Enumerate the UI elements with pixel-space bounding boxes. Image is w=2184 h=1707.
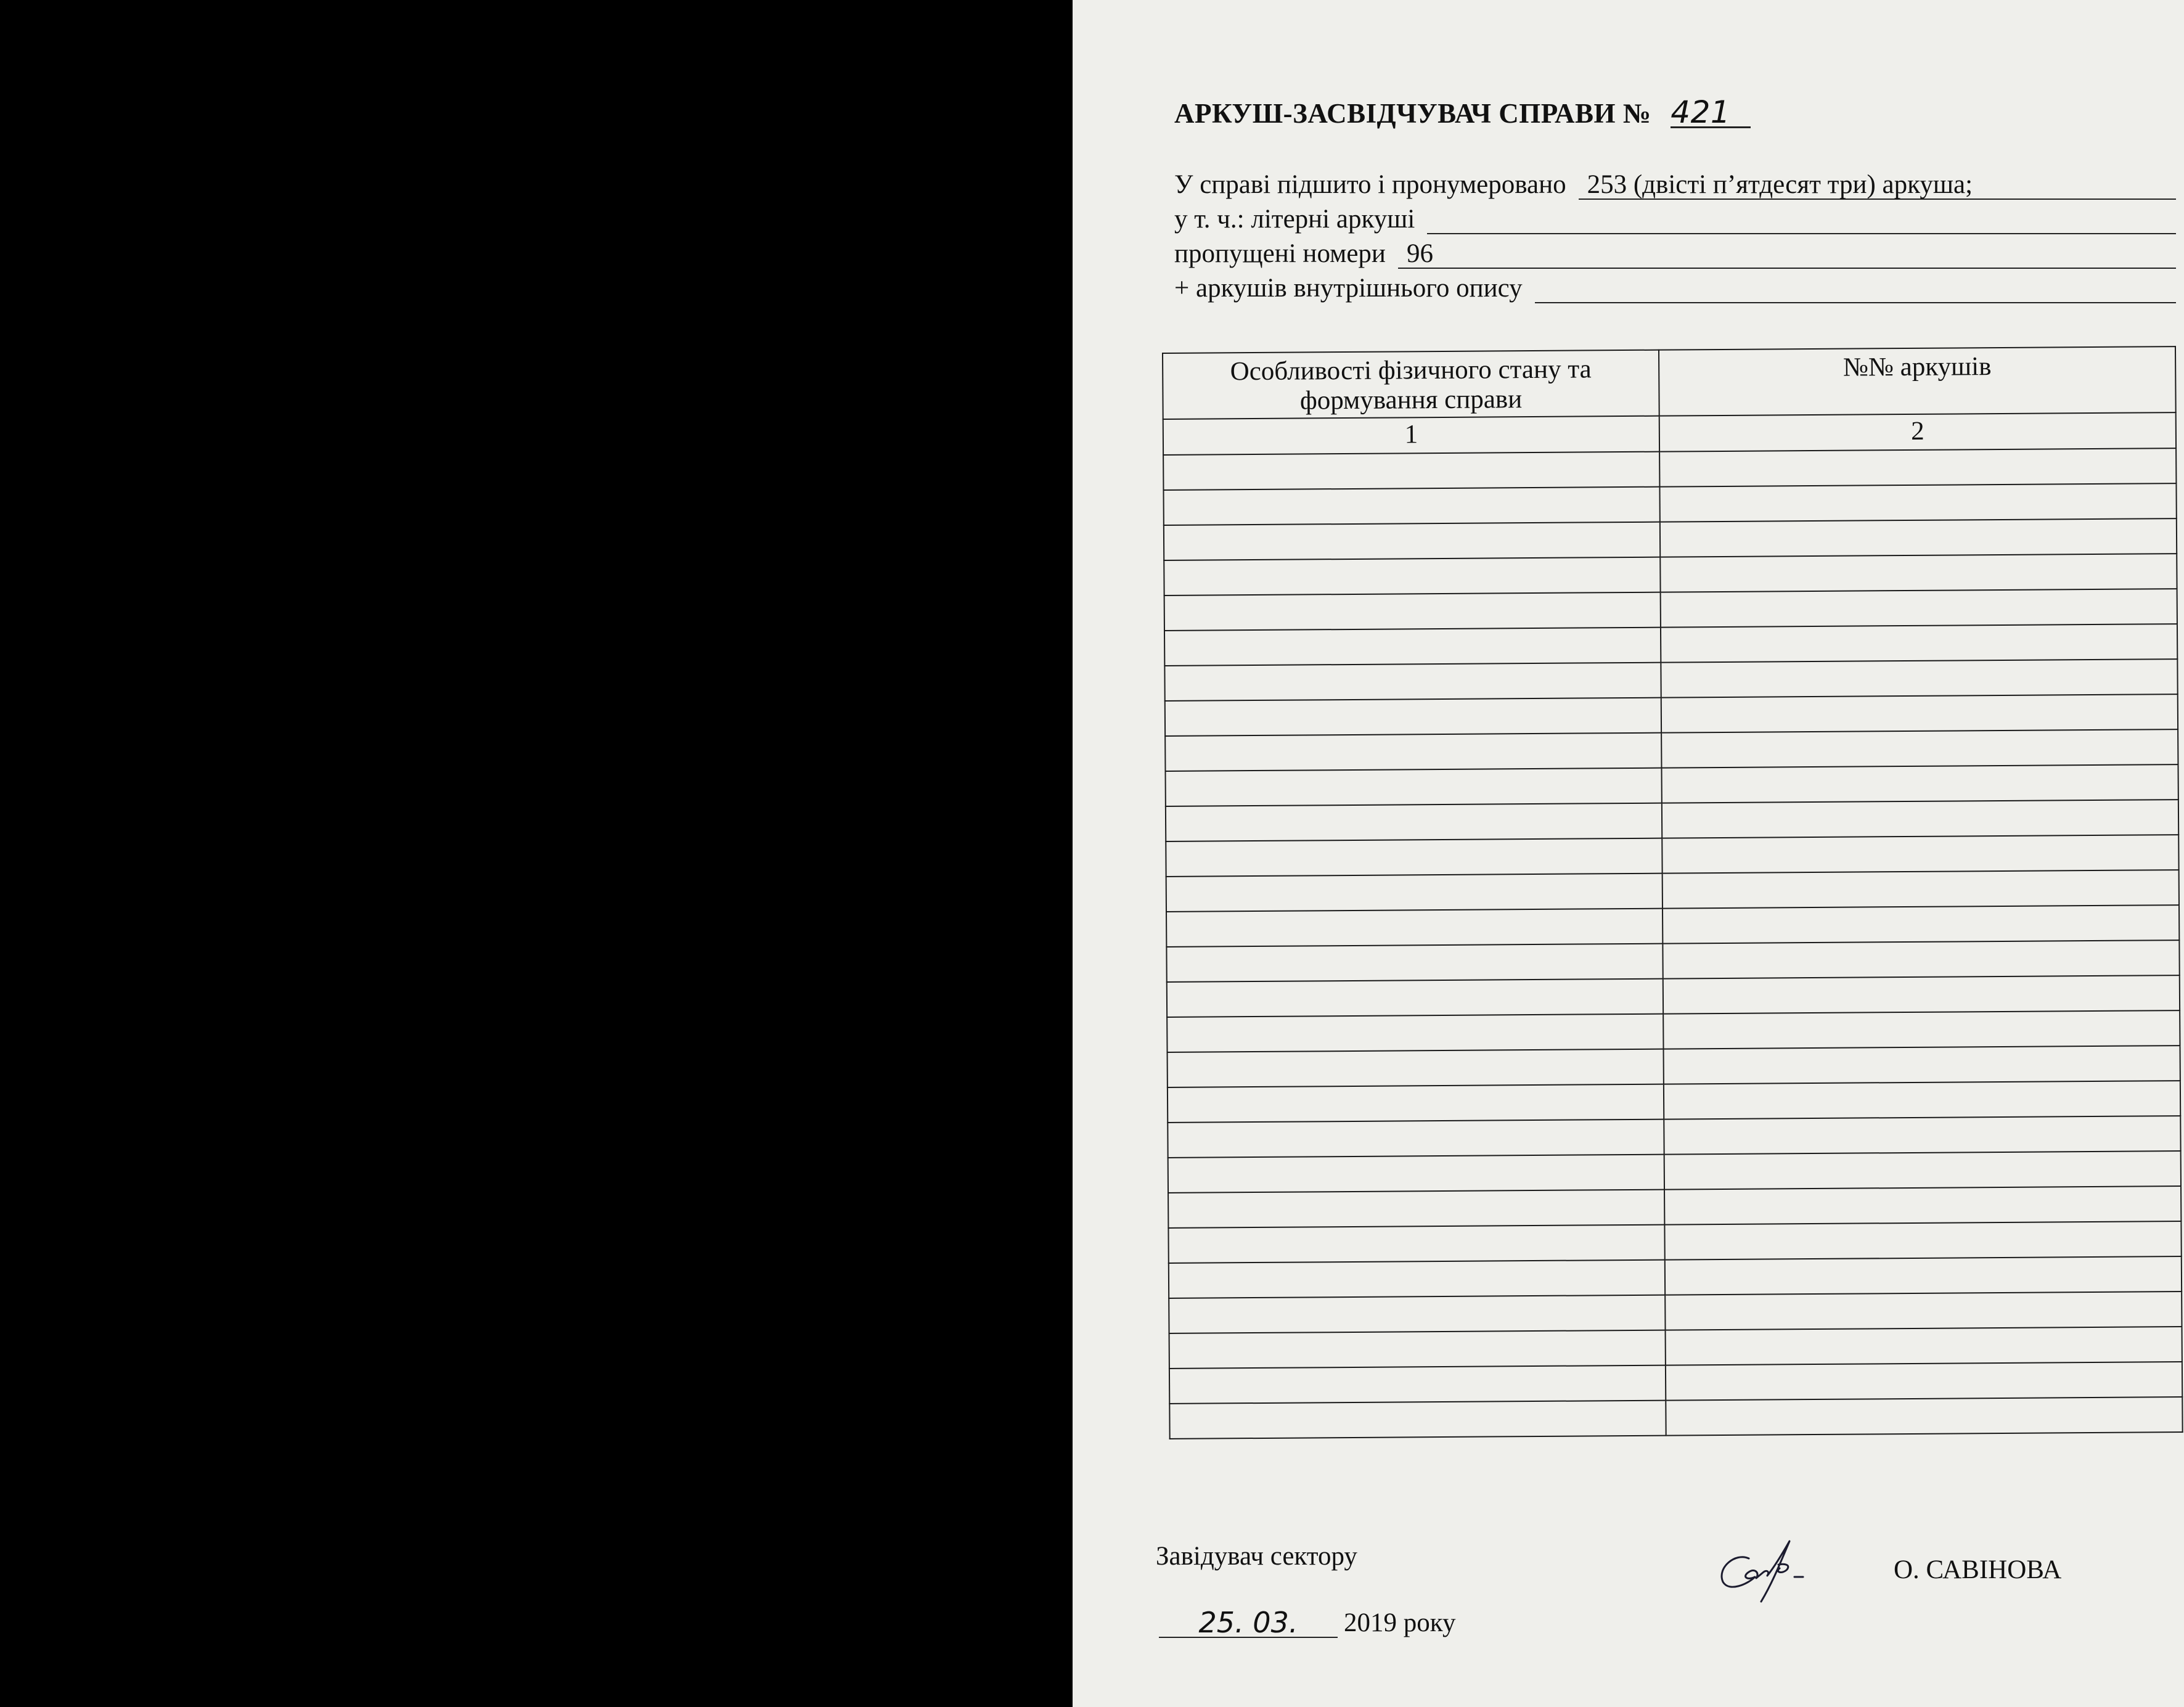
sheet-numbers-cell — [1663, 870, 2179, 909]
physical-state-table — [1162, 346, 2183, 1439]
field-label: + аркушів внутрішнього опису — [1174, 274, 1523, 303]
sheet-numbers-cell — [1662, 835, 2178, 874]
features-cell — [1169, 1330, 1666, 1369]
signature-image — [1711, 1534, 1834, 1605]
table-row — [1169, 1397, 2182, 1439]
column-number-row — [1163, 412, 2176, 455]
sheet-numbers-cell — [1664, 1186, 2181, 1225]
sheet-numbers-cell — [1661, 624, 2177, 663]
sheet-numbers-cell — [1666, 1327, 2182, 1365]
column-number-2: 2 — [1659, 412, 2176, 452]
document-title — [1174, 94, 1751, 130]
sheet-numbers-cell — [1659, 483, 2176, 522]
sheet-numbers-cell — [1665, 1256, 2182, 1295]
sheet-numbers-cell — [1660, 518, 2177, 557]
features-cell — [1164, 592, 1661, 631]
column-header-sheet-numbers: №№ аркушів — [1659, 346, 2176, 416]
field-value: 253 (двісті п’ятдесят три) аркуша; — [1579, 171, 2176, 200]
field-skipped-numbers — [1174, 237, 2176, 269]
features-cell — [1164, 628, 1661, 666]
field-label: у т. ч.: літерні аркуші — [1174, 205, 1415, 234]
document-page — [1073, 0, 2184, 1707]
features-cell — [1168, 1155, 1664, 1193]
features-cell — [1164, 663, 1661, 701]
sheet-numbers-cell — [1663, 940, 2179, 979]
column-number-1: 1 — [1163, 416, 1659, 455]
sheet-numbers-cell — [1664, 1221, 2181, 1260]
features-cell — [1164, 522, 1660, 560]
features-cell — [1166, 909, 1663, 947]
field-label: пропущені номери — [1174, 239, 1386, 268]
features-cell — [1165, 698, 1661, 736]
features-cell — [1169, 1295, 1665, 1333]
features-cell — [1168, 1049, 1664, 1087]
features-cell — [1163, 487, 1659, 525]
sheet-numbers-cell — [1659, 448, 2176, 487]
column-header-features: Особливості фізичного стану та формування справи — [1163, 350, 1659, 419]
field-value — [1427, 206, 2176, 234]
sheet-numbers-cell — [1661, 764, 2178, 803]
position-label: Завідувач сектору — [1156, 1542, 1357, 1571]
sheet-numbers-cell — [1666, 1397, 2182, 1436]
features-cell — [1168, 1225, 1664, 1263]
sheet-numbers-cell — [1663, 1010, 2180, 1049]
field-inventory-sheets — [1174, 271, 2176, 303]
year-text: 2019 року — [1344, 1608, 1456, 1637]
features-cell — [1166, 803, 1662, 841]
field-letter-sheets — [1174, 202, 2176, 234]
features-cell — [1168, 1120, 1664, 1158]
field-stitched-sheets — [1174, 168, 2176, 200]
features-cell — [1166, 838, 1662, 877]
sheet-numbers-cell — [1661, 589, 2177, 628]
date-value: 25. 03. — [1159, 1608, 1338, 1638]
sheet-numbers-cell — [1664, 1151, 2181, 1190]
sheet-numbers-cell — [1663, 905, 2179, 944]
features-cell — [1169, 1401, 1666, 1439]
signer-name: О. САВІНОВА — [1894, 1555, 2062, 1584]
sheet-numbers-cell — [1664, 1116, 2180, 1155]
sheet-numbers-cell — [1661, 694, 2178, 733]
case-number: 421 — [1671, 98, 1751, 128]
features-cell — [1169, 1260, 1665, 1298]
field-value — [1535, 275, 2176, 303]
features-cell — [1168, 1190, 1664, 1228]
features-cell — [1163, 452, 1659, 490]
features-cell — [1166, 874, 1663, 912]
features-cell — [1168, 1084, 1664, 1123]
sheet-numbers-cell — [1664, 1081, 2180, 1120]
field-value: 96 — [1398, 240, 2176, 269]
title-text: АРКУШ-ЗАСВІДЧУВАЧ СПРАВИ № — [1174, 98, 1651, 129]
sheet-numbers-cell — [1666, 1362, 2182, 1401]
sheet-numbers-cell — [1665, 1292, 2182, 1330]
features-cell — [1167, 979, 1663, 1017]
features-cell — [1166, 944, 1663, 982]
sheet-numbers-cell — [1663, 975, 2180, 1014]
table-header-row — [1163, 346, 2176, 419]
sheet-numbers-cell — [1662, 800, 2178, 838]
features-cell — [1169, 1365, 1666, 1404]
field-label: У справі підшито і пронумеровано — [1174, 170, 1566, 199]
sheet-numbers-cell — [1664, 1046, 2180, 1084]
sheet-numbers-cell — [1661, 659, 2177, 698]
features-cell — [1165, 733, 1661, 771]
sheet-numbers-cell — [1660, 554, 2177, 592]
sheet-numbers-cell — [1661, 729, 2178, 768]
features-cell — [1167, 1014, 1663, 1052]
features-cell — [1164, 557, 1660, 596]
date-line — [1159, 1608, 1456, 1638]
features-cell — [1166, 768, 1662, 806]
